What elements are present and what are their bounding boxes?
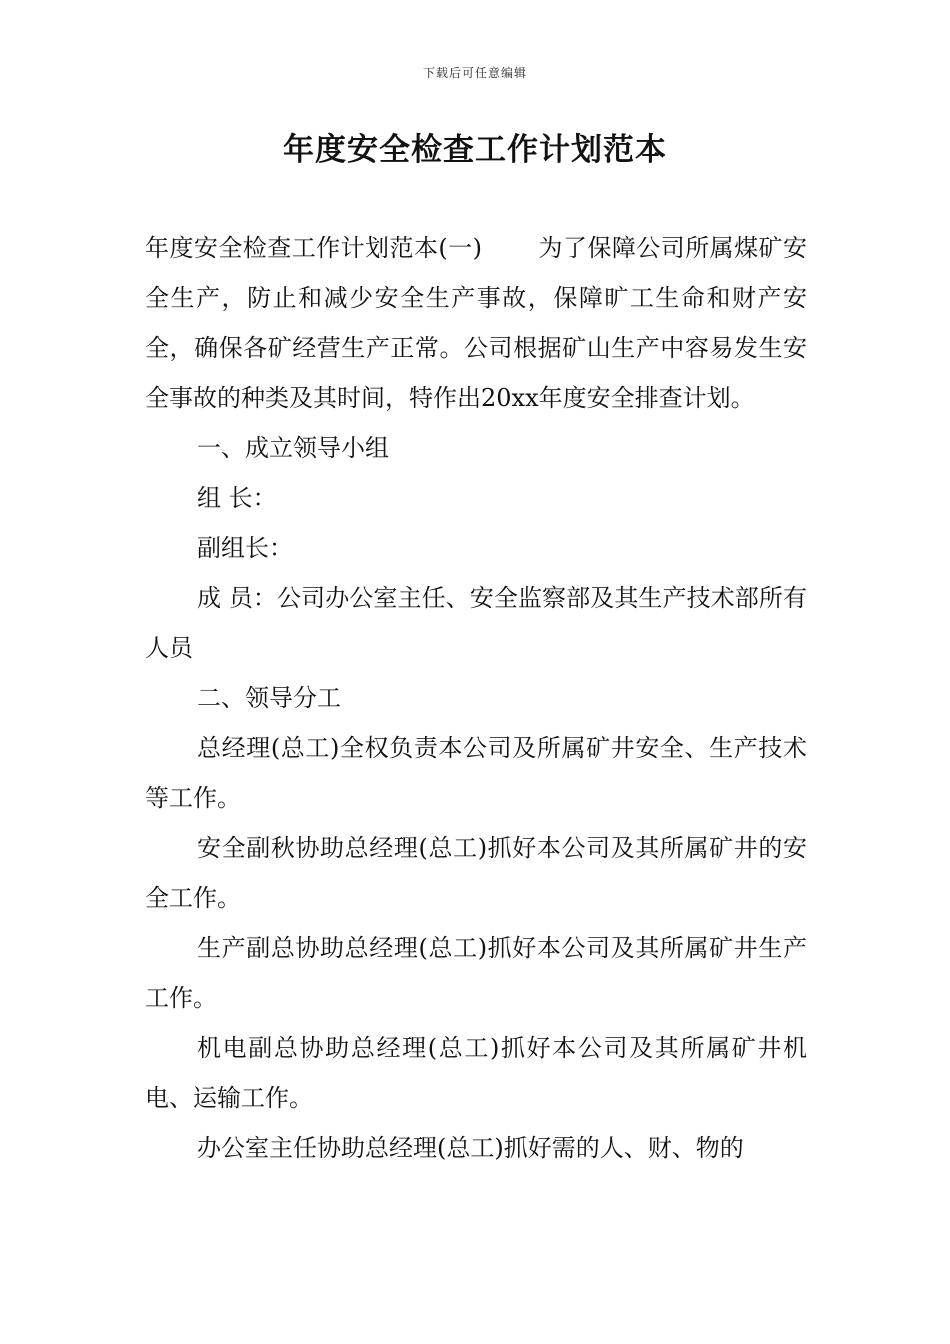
deputy-leader-line: 副组长：: [197, 534, 293, 562]
section-heading-division-of-work: 二、领导分工: [197, 684, 341, 712]
members-line: 成 员：公司办公室主任、安全监察部及其生产技术部所有人员: [145, 584, 807, 662]
section-heading-leadership-group: 一、成立领导小组: [197, 434, 389, 462]
paragraph-electromechanical-deputy: 机电副总协助总经理(总工)抓好本公司及其所属矿井机电、运输工作。: [145, 1034, 807, 1112]
paragraph-production-deputy: 生产副总协助总经理(总工)抓好本公司及其所属矿井生产工作。: [145, 934, 807, 1012]
paragraph-office-director: 办公室主任协助总经理(总工)抓好需的人、财、物的: [197, 1134, 744, 1162]
document-body: [145, 223, 807, 1173]
header-note: 下载后可任意编辑: [422, 66, 527, 80]
paragraph-general-manager: 总经理(总工)全权负责本公司及所属矿井安全、生产技术等工作。: [145, 734, 807, 812]
group-leader-line: 组 长：: [197, 484, 277, 512]
intro-paragraph: [145, 223, 807, 423]
paragraph-safety-deputy: 安全副秋协助总经理(总工)抓好本公司及其所属矿井的安全工作。: [145, 834, 807, 912]
document-title: 年度安全检查工作计划范本: [283, 132, 667, 168]
intro-text: 为了保障公司所属煤矿安全生产，防止和减少安全生产事故，保障旷工生命和财产安全，确保各矿经营生产正常。公司根据矿山生产中容易发生安全事故的种类及其时间，特作出20xx年度安全排查计划。: [145, 234, 808, 412]
intro-heading: 年度安全检查工作计划范本(一): [145, 234, 483, 262]
